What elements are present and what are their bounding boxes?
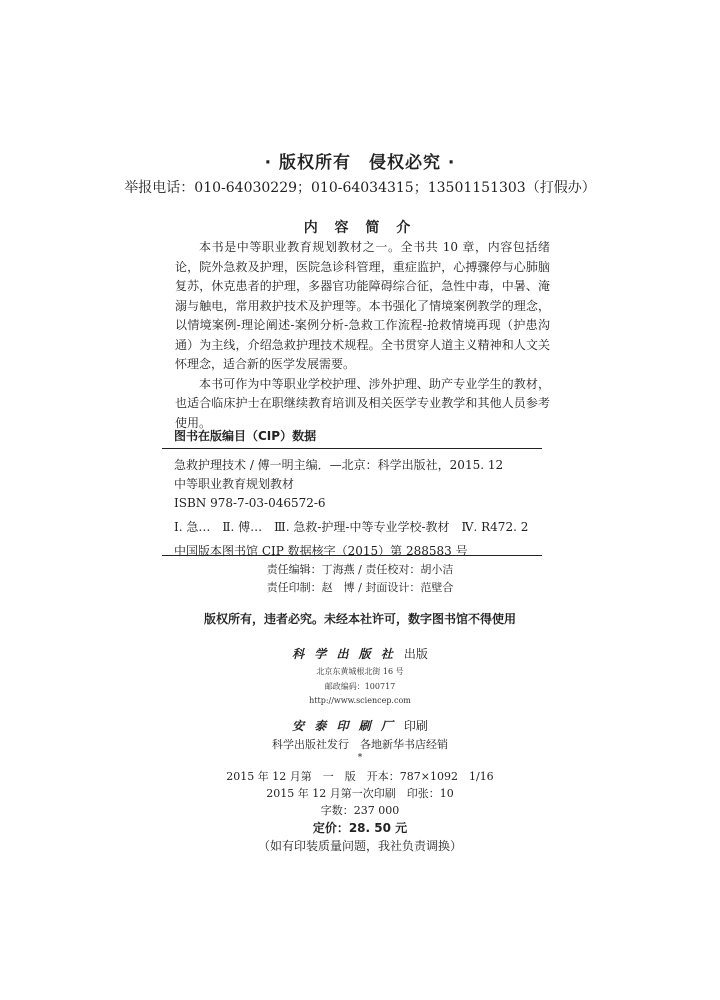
publisher-suffix: 出版 [403,647,428,661]
summary-section [175,238,550,433]
staff-credits [0,561,720,597]
price-line: 定价：28. 50 元 [312,821,408,835]
cip-top-rule [162,448,542,449]
publisher-postcode: 邮政编码：100717 [324,682,396,691]
printing-line: 2015 年 12 月第一次印刷 印张：10 [266,787,454,800]
cip-classification-line: Ⅰ. 急… Ⅱ. 傅… Ⅲ. 急救-护理-中等专业学校-教材 Ⅳ. R472. 2 [174,520,529,534]
cip-isbn-line: ISBN 978-7-03-046572-6 [174,496,326,510]
copyright-statement: · 版权所有 侵权必究 · [264,153,456,173]
cip-series-line: 中等职业教育规划教材 [174,477,295,491]
publisher-name: 科 学 出 版 社 [292,647,396,661]
publisher-url: http://www.sciencep.com [309,696,411,705]
printer-name: 安 泰 印 刷 厂 [292,719,396,733]
replacement-notice: （如有印装质量问题，我社负责调换） [257,839,462,853]
printer-line [0,717,720,734]
cip-record-line: 中国版本图书馆 CIP 数据核字（2015）第 288583 号 [174,544,468,558]
staff-credit-line: 责任印制：赵 博 / 封面设计：范壁合 [266,581,454,594]
separator-star: * [357,753,363,763]
cip-bottom-rule [162,555,542,556]
distribution-line: 科学出版社发行 各地新华书店经销 [272,738,448,751]
cip-heading: 图书在版编目（CIP）数据 [174,429,317,443]
summary-paragraph: 本书是中等职业教育规划教材之一。全书共 10 章，内容包括绪论，院外急救及护理，医院急诊科管理，重症监护，心搏骤停与心肺脑复苏，休克患者的护理，多器官功能障碍综合征，急性中毒，中暑、淹溺与触电，常用救护技术及护理等。本书强化了情境案例教学的理念，以情境案例-理论阐述-案例分析-急救工作流程-抢救情境再现（护患沟通）为主线，介绍急救护理技术规程。全书贯穿人道主义精神和人文关怀理念，适合新的医学发展需要。 [175,240,550,371]
edition-line: 2015 年 12 月第 一 版 开本：787×1092 1/16 [226,770,494,783]
cip-title-line: 急救护理技术 / 傅一明主编．—北京：科学出版社，2015. 12 [174,458,504,472]
summary-paragraph: 本书可作为中等职业学校护理、涉外护理、助产专业学生的教材，也适合临床护士在职继续教育培训及相关医学专业教学和其他人员参考使用。 [175,376,550,430]
report-phone-line: 举报电话：010-64030229；010-64034315；13501151303（打假办） [124,180,596,196]
publisher-line [0,645,720,662]
printer-suffix: 印刷 [403,719,428,733]
cip-data-block [174,456,544,561]
rights-notice: 版权所有，违者必究。未经本社许可，数字图书馆不得使用 [203,612,516,626]
publisher-address: 北京东黄城根北街 16 号 [316,667,404,676]
word-count-line: 字数：237 000 [320,804,400,817]
summary-heading: 内 容 简 介 [303,220,417,236]
staff-credit-line: 责任编辑：丁海燕 / 责任校对：胡小洁 [266,563,454,576]
